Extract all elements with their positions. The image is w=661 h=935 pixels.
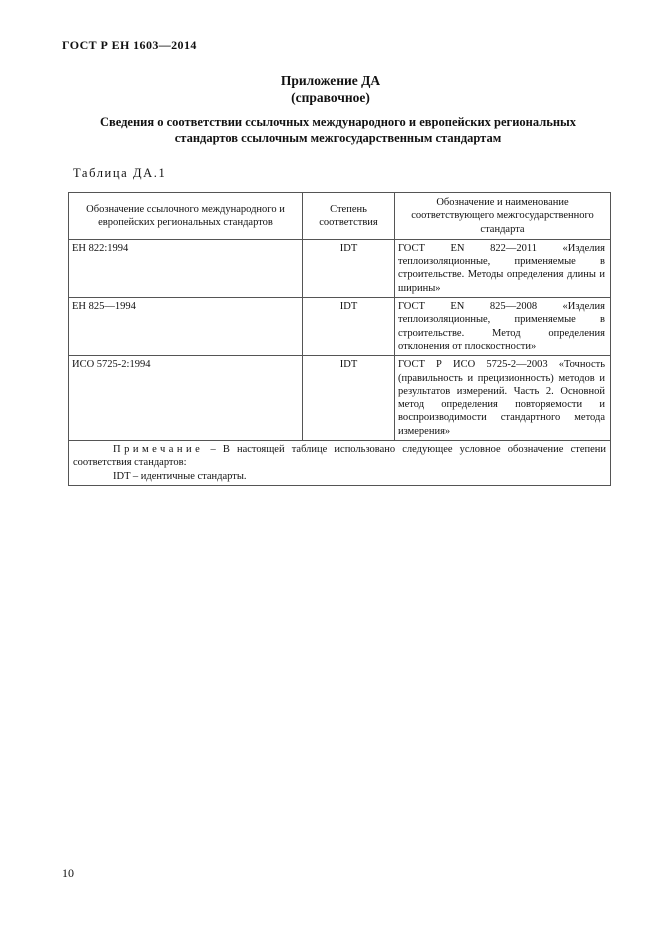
column-header-ref: Обозначение ссылочного международного и европейских региональных стандартов <box>69 193 303 240</box>
correspondence-table <box>68 192 611 486</box>
annex-subtitle: (справочное) <box>291 90 370 105</box>
degree-cell: IDT <box>303 356 395 441</box>
ref-standard-cell: ЕН 822:1994 <box>69 239 303 297</box>
corresponding-standard-cell: ГОСТ EN 825—2008 «Изделия теплоизоляционные, применяемые в строительстве. Метод определения отклонения от плоскостности» <box>395 298 611 356</box>
annex-title: Приложение ДА <box>280 73 381 88</box>
column-header-degree: Степень соответствия <box>303 193 395 240</box>
table-row <box>69 356 611 441</box>
annex-title-block <box>0 72 661 106</box>
table-row <box>69 298 611 356</box>
annex-heading: Сведения о соответствии ссылочных международного и европейских региональных стандартов ссылочным межгосударственным стандартам <box>99 115 577 145</box>
degree-cell: IDT <box>303 298 395 356</box>
table-header-row <box>69 193 611 240</box>
table-caption: Таблица ДА.1 <box>73 166 167 180</box>
correspondence-table-wrapper <box>68 192 610 486</box>
table-row <box>69 239 611 297</box>
corresponding-standard-cell: ГОСТ EN 822—2011 «Изделия теплоизоляционные, применяемые в строительстве. Методы определения длины и ширины» <box>395 239 611 297</box>
note-text: – В настоящей таблице использовано следующее условное обозначение степени соответствия стандартов: <box>73 444 606 469</box>
degree-cell: IDT <box>303 239 395 297</box>
table-note <box>69 441 611 486</box>
document-code: ГОСТ Р ЕН 1603—2014 <box>62 38 197 52</box>
table-note-row <box>69 441 611 486</box>
note-label: Примечание <box>113 444 204 456</box>
note-idt-definition: IDT – идентичные стандарты. <box>113 470 247 482</box>
ref-standard-cell: ЕН 825—1994 <box>69 298 303 356</box>
ref-standard-cell: ИСО 5725-2:1994 <box>69 356 303 441</box>
column-header-standard: Обозначение и наименование соответствующего межгосударственного стандарта <box>395 193 611 240</box>
corresponding-standard-cell: ГОСТ Р ИСО 5725-2—2003 «Точность (правильность и прецизионность) методов и результатов измерений. Часть 2. Основной метод определения повторяемости и воспроизводимости стандартного метода измерения» <box>395 356 611 441</box>
page-number: 10 <box>62 866 74 880</box>
